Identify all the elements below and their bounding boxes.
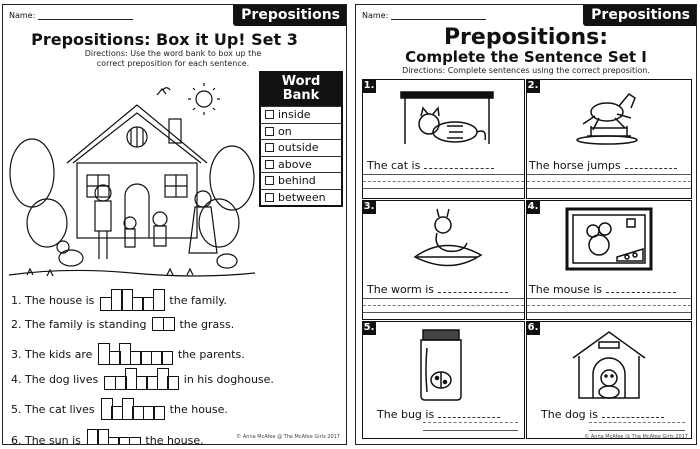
sentence-card-3 xyxy=(362,200,525,320)
word-bank-title-line2: Bank xyxy=(282,88,320,103)
name-field[interactable] xyxy=(9,11,133,20)
question-text: the family. xyxy=(169,293,227,307)
word-bank-item[interactable] xyxy=(261,156,341,173)
checkbox-icon[interactable] xyxy=(265,110,274,119)
question-text: 5. The cat lives xyxy=(11,402,95,416)
answer-blank[interactable] xyxy=(438,412,500,418)
page-title: Prepositions: xyxy=(443,25,609,50)
worm-on-leaf-icon xyxy=(407,205,487,275)
word-bank-label: inside xyxy=(278,108,311,122)
worksheet-box-it-up xyxy=(2,4,347,445)
sentence-card-6 xyxy=(526,321,692,439)
checkbox-icon[interactable] xyxy=(265,143,274,152)
writing-line xyxy=(363,174,524,175)
writing-line xyxy=(527,312,691,313)
sentence xyxy=(367,159,494,172)
writing-line xyxy=(527,298,691,299)
prepositions-tag: Prepositions xyxy=(583,5,696,26)
letter-box[interactable] xyxy=(161,351,173,365)
sentence-card-1 xyxy=(362,79,525,199)
question-text: 4. The dog lives xyxy=(11,372,99,386)
answer-blank[interactable] xyxy=(606,287,676,293)
card-number: 6. xyxy=(527,322,539,333)
card-number: 2. xyxy=(527,80,539,91)
letter-box[interactable] xyxy=(153,289,165,311)
card-number: 5. xyxy=(363,322,375,333)
sentence-text: The horse jumps xyxy=(529,159,621,172)
answer-boxes[interactable] xyxy=(100,289,163,311)
card-number: 3. xyxy=(363,201,375,212)
letter-box[interactable] xyxy=(153,406,165,420)
sentence xyxy=(367,283,508,296)
sentence-text: The bug is xyxy=(377,408,435,421)
dog-in-doghouse-icon xyxy=(569,328,649,402)
name-field[interactable] xyxy=(362,11,486,20)
question-4 xyxy=(11,368,274,390)
writing-line xyxy=(527,188,691,189)
answer-boxes[interactable] xyxy=(87,429,140,445)
word-bank-label: behind xyxy=(278,174,316,188)
question-text: the house. xyxy=(145,433,204,445)
sentence-text: The worm is xyxy=(367,283,435,296)
question-6 xyxy=(11,429,204,445)
answer-boxes[interactable] xyxy=(104,368,178,390)
sentence-text: The mouse is xyxy=(529,283,603,296)
sentence-card-4 xyxy=(526,200,692,320)
writing-line xyxy=(363,181,524,182)
sentence xyxy=(377,408,500,421)
credit: © Anna McAfee @ The McAfee Girls 2017 xyxy=(236,434,340,440)
writing-line xyxy=(363,188,524,189)
sentence-grid xyxy=(362,79,692,441)
word-bank-title xyxy=(261,73,341,106)
checkbox-icon[interactable] xyxy=(265,176,274,185)
writing-line xyxy=(527,174,691,175)
answer-blank[interactable] xyxy=(625,163,677,169)
word-bank-item[interactable] xyxy=(261,172,341,189)
writing-line xyxy=(527,305,691,306)
checkbox-icon[interactable] xyxy=(265,127,274,136)
question-5 xyxy=(11,398,228,420)
question-text: the house. xyxy=(169,402,228,416)
word-bank-label: above xyxy=(278,157,312,171)
question-2 xyxy=(11,317,234,331)
question-text: 2. The family is standing xyxy=(11,317,147,331)
letter-box[interactable] xyxy=(163,317,175,331)
letter-box[interactable] xyxy=(167,376,179,390)
answer-blank[interactable] xyxy=(424,163,494,169)
sentence-text: The cat is xyxy=(367,159,421,172)
answer-boxes[interactable] xyxy=(152,317,173,331)
word-bank-label: on xyxy=(278,124,292,138)
word-bank xyxy=(259,71,343,207)
horse-jumping-icon xyxy=(557,84,657,146)
name-label: Name: xyxy=(362,11,389,20)
sentence-text: The dog is xyxy=(541,408,598,421)
word-bank-item[interactable] xyxy=(261,189,341,206)
writing-line xyxy=(423,422,518,423)
answer-boxes[interactable] xyxy=(98,343,172,365)
prepositions-tag: Prepositions xyxy=(233,5,346,26)
cat-under-table-icon xyxy=(397,88,497,146)
question-1 xyxy=(11,289,227,311)
question-text: the grass. xyxy=(179,317,235,331)
checkbox-icon[interactable] xyxy=(265,160,274,169)
question-3 xyxy=(11,343,245,365)
question-text: in his doghouse. xyxy=(183,372,274,386)
directions: Directions: Complete sentences using the correct preposition. xyxy=(402,66,650,75)
card-number: 4. xyxy=(527,201,539,212)
sentence-card-5 xyxy=(362,321,525,439)
name-line xyxy=(38,12,133,20)
writing-line xyxy=(363,312,524,313)
word-bank-title-line1: Word xyxy=(281,74,321,89)
worksheet-complete-sentence xyxy=(355,4,697,445)
sentence xyxy=(541,408,664,421)
credit: © Anna McAfee @ The McAfee Girls 2017 xyxy=(584,434,688,440)
question-text: 1. The house is xyxy=(11,293,95,307)
writing-line xyxy=(527,181,691,182)
directions: Directions: Use the word bank to box up the correct preposition for each sentence. xyxy=(84,49,262,68)
question-text: 3. The kids are xyxy=(11,347,93,361)
writing-line xyxy=(423,430,518,431)
page-title: Prepositions: Box it Up! Set 3 xyxy=(31,30,298,49)
answer-blank[interactable] xyxy=(602,412,664,418)
name-line xyxy=(391,12,486,20)
mouse-in-box-icon xyxy=(565,207,653,273)
checkbox-icon[interactable] xyxy=(265,193,274,202)
writing-line xyxy=(589,430,685,431)
name-label: Name: xyxy=(9,11,36,20)
word-bank-label: outside xyxy=(278,141,319,155)
sentence-card-2 xyxy=(526,79,692,199)
answer-boxes[interactable] xyxy=(101,398,164,420)
page-subtitle: Complete the Sentence Set I xyxy=(405,48,647,66)
question-text: 6. The sun is xyxy=(11,433,81,445)
letter-box[interactable] xyxy=(129,437,141,445)
sentence xyxy=(529,283,676,296)
family-house-illustration xyxy=(7,83,257,283)
writing-line xyxy=(363,298,524,299)
writing-line xyxy=(363,305,524,306)
bug-in-jar-icon xyxy=(411,328,471,402)
question-text: the parents. xyxy=(177,347,245,361)
word-bank-item[interactable] xyxy=(261,139,341,156)
sentence xyxy=(529,159,677,172)
word-bank-label: between xyxy=(278,190,326,204)
card-number: 1. xyxy=(363,80,375,91)
word-bank-item[interactable] xyxy=(261,123,341,140)
writing-line xyxy=(589,422,685,423)
word-bank-item[interactable] xyxy=(261,106,341,123)
answer-blank[interactable] xyxy=(438,287,508,293)
